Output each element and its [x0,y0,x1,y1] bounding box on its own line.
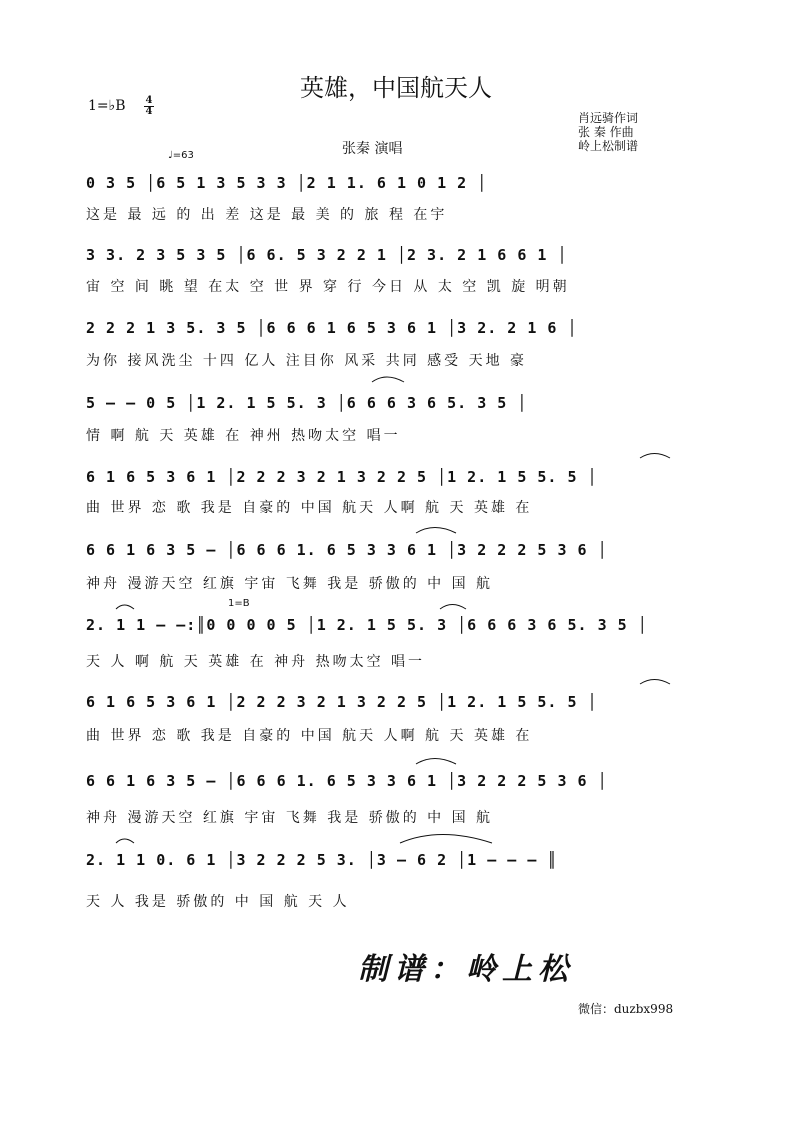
lyrics-row-1: 这是 最 远 的 出 差 这是 最 美 的 旅 程 在宇 [86,207,448,223]
lyrics-row-3: 为你 接风洗尘 十四 亿人 注目你 风采 共同 感受 天地 豪 [86,353,528,369]
time-signature-bottom: 4 [145,106,153,117]
lyricist-credit: 肖远骑作词 [578,111,639,125]
lyrics-row-8: 曲 世界 恋 歌 我是 自豪的 中国 航天 人啊 航 天 英雄 在 [86,728,533,744]
lyrics-row-9: 神舟 漫游天空 红旗 宇宙 飞舞 我是 骄傲的 中 国 航 [86,810,494,826]
slur-arc [640,454,670,459]
lyrics-row-6: 神舟 漫游天空 红旗 宇宙 飞舞 我是 骄傲的 中 国 航 [86,576,494,592]
page-title: 英雄，中国航天人 [300,74,492,102]
notation-row-9: 6 6 1 6 3 5 – │6 6 6 1. 6 5 3 3 6 1 │3 2 2 2 5 3 6 │ [86,772,608,790]
arranger-credit: 岭上松制谱 [578,139,639,153]
key-change-marking: 1=B [228,598,250,609]
slur-arc [400,835,492,844]
slur-arc [116,605,134,609]
composer-credit: 张 秦 作曲 [578,125,634,139]
lyrics-row-2: 宙 空 间 眺 望 在太 空 世 界 穿 行 今日 从 太 空 凯 旋 明朝 [86,279,570,295]
notation-row-10: 2. 1 1 0. 6 1 │3 2 2 2 5 3. │3 – 6 2 │1 – – – ║ [86,851,558,869]
lyrics-row-10: 天 人 我是 骄傲的 中 国 航 天 人 [86,894,350,910]
slur-arc [372,377,404,382]
lyrics-row-5: 曲 世界 恋 歌 我是 自豪的 中国 航天 人啊 航 天 英雄 在 [86,500,533,516]
lyrics-row-4: 情 啊 航 天 英雄 在 神州 热吻太空 唱一 [86,428,401,444]
notation-row-5: 6 1 6 5 3 6 1 │2 2 2 3 2 1 3 2 2 5 │1 2. 1 5 5. 5 │ [86,468,598,486]
lyrics-row-7: 天 人 啊 航 天 英雄 在 神舟 热吻太空 唱一 [86,654,426,670]
notation-row-4: 5 – – 0 5 │1 2. 1 5 5. 3 │6 6 6 3 6 5. 3 5 │ [86,394,528,412]
slur-arc [440,605,466,610]
slur-arc [116,839,134,843]
time-signature-top: 4 [145,95,153,106]
notation-row-6: 6 6 1 6 3 5 – │6 6 6 1. 6 5 3 3 6 1 │3 2 2 2 5 3 6 │ [86,541,608,559]
notation-row-8: 6 1 6 5 3 6 1 │2 2 2 3 2 1 3 2 2 5 │1 2. 1 5 5. 5 │ [86,693,598,711]
key-signature: 1=♭B [88,98,126,114]
tempo-marking: ♩=63 [168,150,194,161]
notation-row-1: 0 3 5 │6 5 1 3 5 3 3 │2 1 1. 6 1 0 1 2 │ [86,174,488,192]
notation-row-2: 3 3. 2 3 5 3 5 │6 6. 5 3 2 2 1 │2 3. 2 1 6 6 1 │ [86,246,568,264]
wechat-contact: 微信：duzbx998 [578,1002,674,1016]
notation-row-3: 2 2 2 1 3 5. 3 5 │6 6 6 1 6 5 3 6 1 │3 2. 2 1 6 │ [86,319,578,337]
notation-row-7: 2. 1 1 – –:║0 0 0 0 5 │1 2. 1 5 5. 3 │6 6 6 3 6 5. 3 5 │ [86,616,648,634]
slur-arc [640,680,670,685]
arranger-signature: 制谱：岭上松 [358,952,574,987]
singer-credit: 张秦 演唱 [342,141,403,157]
slur-arc [416,528,456,534]
slur-arc [416,759,456,765]
